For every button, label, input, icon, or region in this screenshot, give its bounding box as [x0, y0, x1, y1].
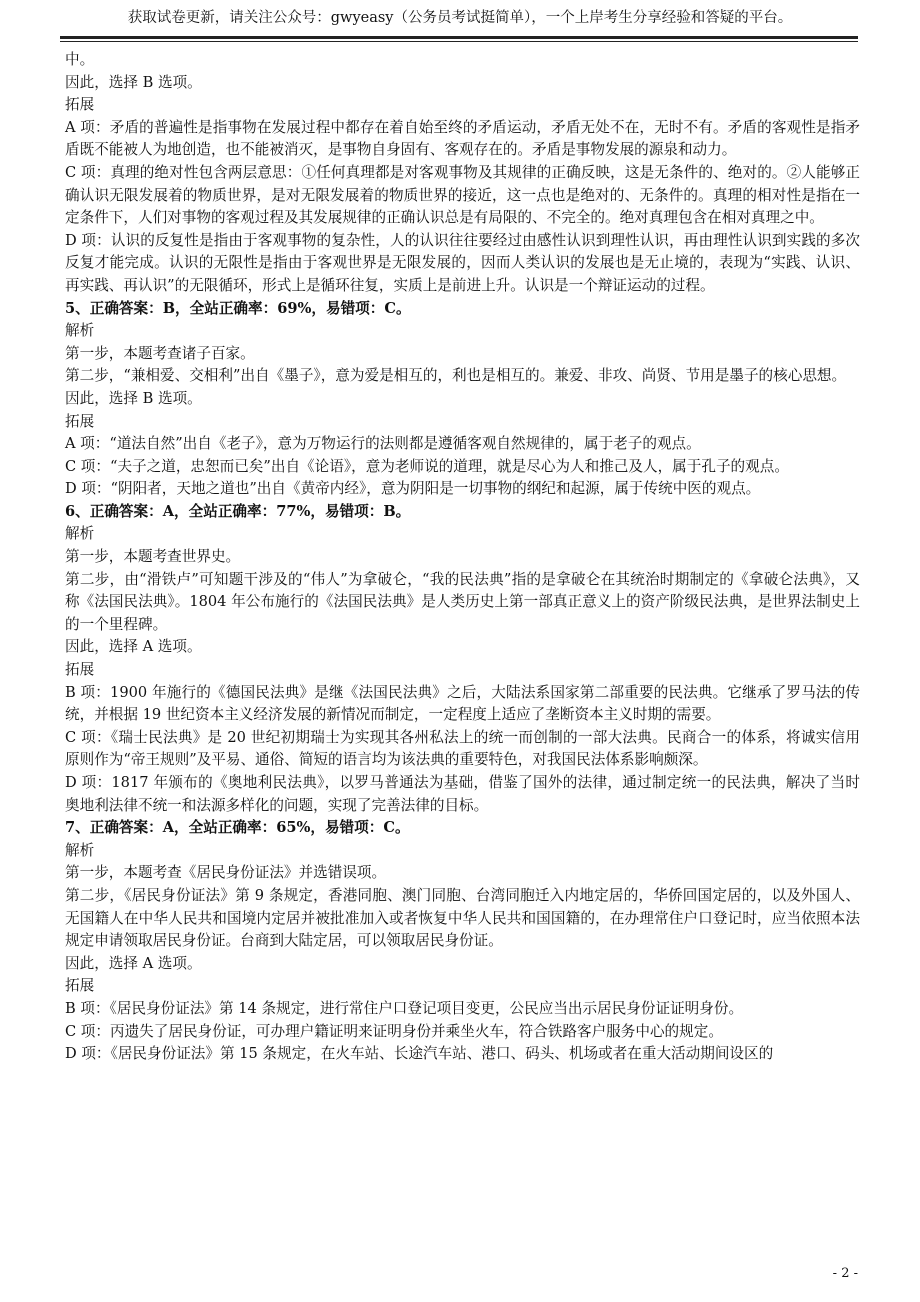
document-body — [65, 49, 860, 1066]
text-paragraph: D 项：认识的反复性是指由于客观事物的复杂性，人的认识往往要经过由感性认识到理性认识，再由理性认识到实践的多次反复才能完成。认识的无限性是指由于客观世界是无限发展的，因而人类认识的发展也是无止境的，表现为“实践、认识、再实践、再认识”的无限循环，形式上是循环往复，实质上是前进上升。认识是一个辩证运动的过程。 — [65, 231, 860, 294]
text-paragraph: 第一步，本题考查诸子百家。 — [65, 344, 255, 362]
text-line: 因此，选择 B 选项。 — [65, 73, 202, 91]
text-paragraph: 第二步，“兼相爱、交相利”出自《墨子》，意为爱是相互的，利也是相互的。兼爱、非攻、尚贤、节用是墨子的核心思想。 — [65, 367, 847, 385]
answer-heading: 7、正确答案：A，全站正确率：65%，易错项：C。 — [65, 819, 410, 837]
text-paragraph: D 项：1817 年颁布的《奥地利民法典》，以罗马普通法为基础，借鉴了国外的法律，通过制定统一的民法典，解决了当时奥地利法律不统一和法源多样化的问题，实现了完善法律的目标。 — [65, 774, 860, 814]
section-label: 拓展 — [65, 412, 95, 430]
text-paragraph: A 项：矛盾的普遍性是指事物在发展过程中都存在着自始至终的矛盾运动，矛盾无处不在，无时不有。矛盾的客观性是指矛盾既不能被人为地创造，也不能被消灭，是事物自身固有、客观存在的。矛盾是事物发展的源泉和动力。 — [65, 118, 860, 159]
section-label: 解析 — [65, 322, 95, 340]
text-line: 因此，选择 A 选项。 — [65, 638, 202, 656]
section-label: 解析 — [65, 841, 95, 859]
text-paragraph: B 项：1900 年施行的《德国民法典》是继《法国民法典》之后，大陆法系国家第二部重要的民法典。它继承了罗马法的传统，并根据 19 世纪资本主义经济发展的新情况而制定，一定程度上适应了垄断资本主义时期的需要。 — [65, 683, 860, 724]
section-label: 拓展 — [65, 661, 95, 679]
text-paragraph: A 项：“道法自然”出自《老子》，意为万物运行的法则都是遵循客观自然规律的，属于老子的观点。 — [65, 435, 701, 453]
text-paragraph: 第二步，《居民身份证法》第 9 条规定，香港同胞、澳门同胞、台湾同胞迁入内地定居的，华侨回国定居的，以及外国人、无国籍人在中华人民共和国境内定居并被批准加入或者恢复中华人民共和国国籍的，在办理常住户口登记时，应当依照本法规定申请领取居民身份证。台商到大陆定居，可以领取居民身份证。 — [65, 886, 860, 950]
answer-heading: 5、正确答案：B，全站正确率：69%，易错项：C。 — [65, 299, 411, 317]
text-line: 中。 — [65, 51, 95, 68]
text-paragraph: 第一步，本题考查《居民身份证法》并选错误项。 — [65, 864, 387, 882]
text-paragraph: B 项：《居民身份证法》第 14 条规定，进行常住户口登记项目变更，公民应当出示居民身份证证明身份。 — [65, 999, 744, 1017]
page-header: 获取试卷更新，请关注公众号：gwyeasy（公务员考试挺简单），一个上岸考生分享经验和答疑的平台。 — [127, 10, 793, 26]
page-number: - 2 - — [832, 1266, 858, 1281]
text-paragraph: 第二步，由“滑铁卢”可知题干涉及的“伟人”为拿破仑，“我的民法典”指的是拿破仑在其统治时期制定的《拿破仑法典》，又称《法国民法典》。1804 年公布施行的《法国民法典》是人类历史上第一部真正意义上的资产阶级民法典，是世界法制史上的一个里程碑。 — [65, 570, 860, 633]
section-label: 解析 — [65, 525, 95, 543]
text-paragraph: D 项：《居民身份证法》第 15 条规定，在火车站、长途汽车站、港口、码头、机场或者在重大活动期间设区的 — [65, 1045, 774, 1063]
answer-heading: 6、正确答案：A，全站正确率：77%，易错项：B。 — [65, 502, 411, 520]
text-paragraph: C 项：真理的绝对性包含两层意思：①任何真理都是对客观事物及其规律的正确反映，这是无条件的、绝对的。②人能够正确认识无限发展着的物质世界，是对无限发展着的物质世界的接近，这一点也是绝对的、无条件的。真理的相对性是指在一定条件下，人们对事物的客观过程及其发展规律的正确认识总是有局限的、不完全的。绝对真理包含在相对真理之中。 — [65, 163, 860, 227]
text-paragraph: D 项：“阴阳者，天地之道也”出自《黄帝内经》，意为阴阳是一切事物的纲纪和起源，属于传统中医的观点。 — [65, 480, 761, 498]
section-label: 拓展 — [65, 96, 95, 114]
header-rule-thin — [60, 41, 858, 42]
text-line: 因此，选择 B 选项。 — [65, 389, 202, 407]
text-paragraph: C 项：“夫子之道，忠恕而已矣”出自《论语》，意为老师说的道理，就是尽心为人和推己及人，属于孔子的观点。 — [65, 457, 789, 475]
text-paragraph: C 项：丙遗失了居民身份证，可办理户籍证明来证明身份并乘坐火车，符合铁路客户服务中心的规定。 — [65, 1022, 723, 1040]
header-rule-thick — [60, 36, 858, 39]
text-line: 因此，选择 A 选项。 — [65, 954, 202, 972]
text-paragraph: C 项：《瑞士民法典》是 20 世纪初期瑞士为实现其各州私法上的统一而创制的一部大法典。民商合一的体系，将诚实信用原则作为“帝王规则”及平易、通俗、简短的语言均为该法典的重要特色，对我国民法体系影响颇深。 — [65, 728, 860, 769]
text-paragraph: 第一步，本题考查世界史。 — [65, 548, 241, 566]
section-label: 拓展 — [65, 977, 95, 995]
